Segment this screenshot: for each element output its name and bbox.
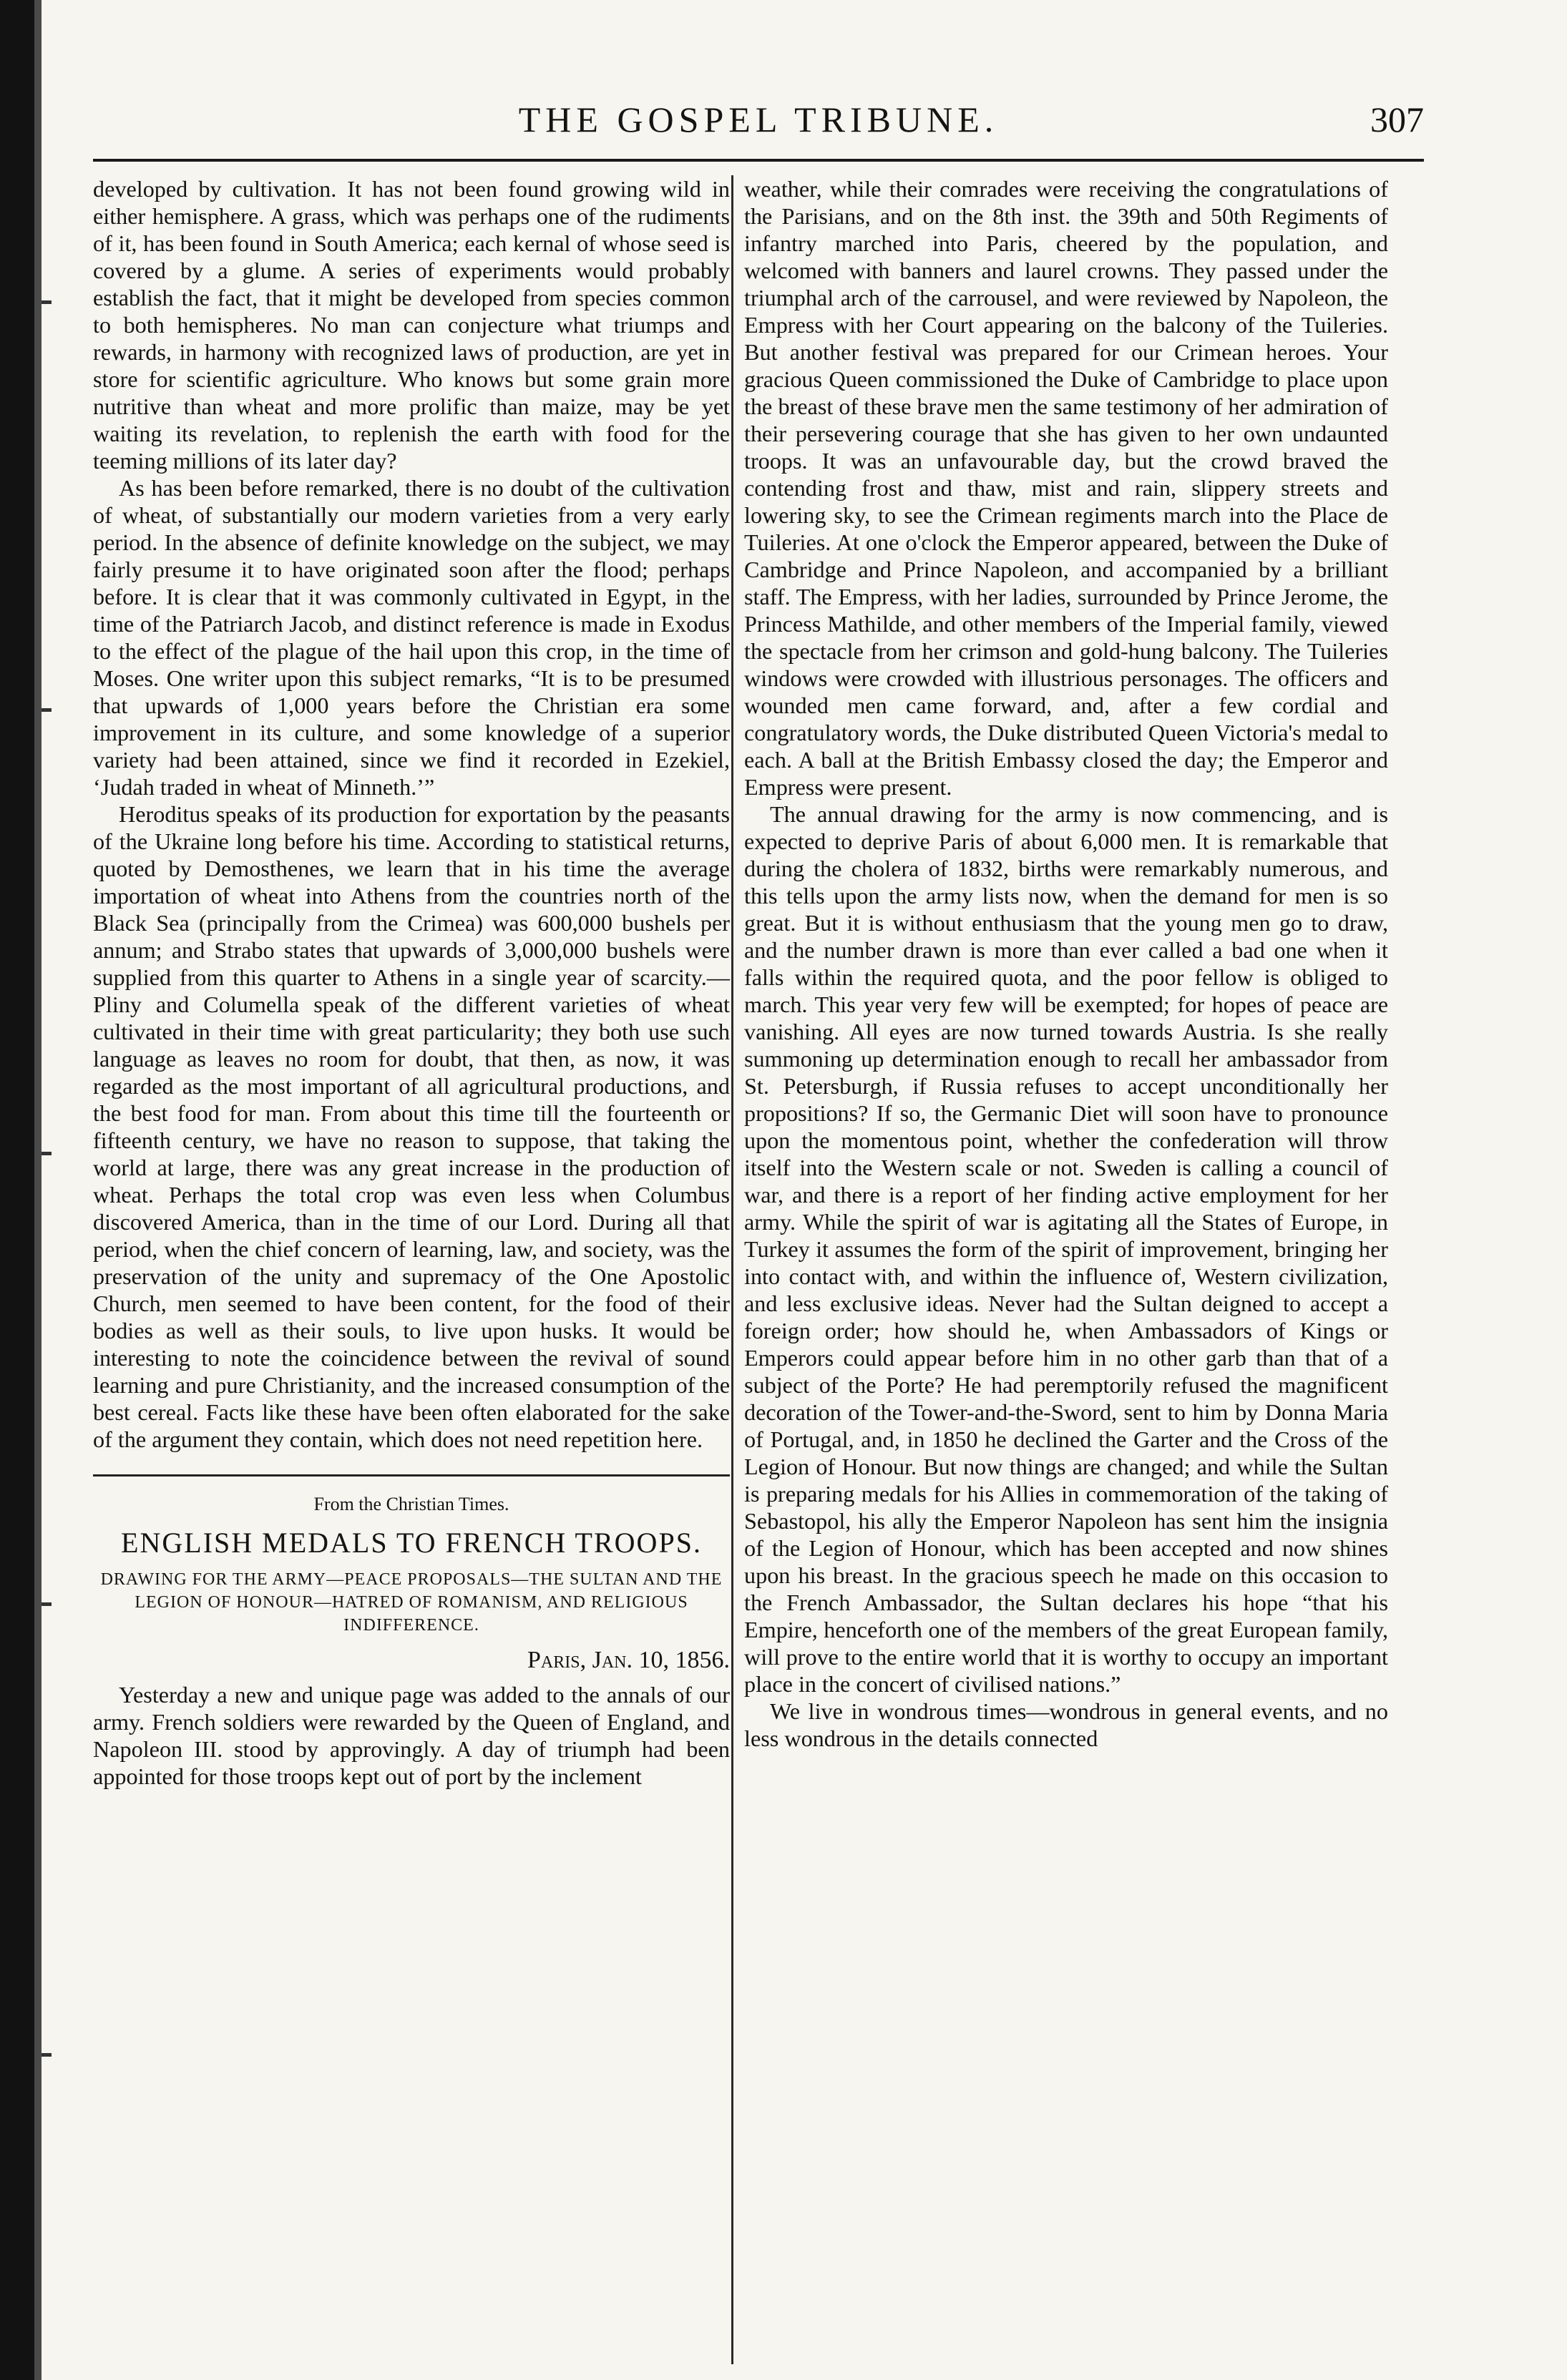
paragraph: We live in wondrous times—wondrous in general events, and no less wondrous in the details connected bbox=[744, 1698, 1388, 1751]
page-number: 307 bbox=[1370, 99, 1424, 139]
paragraph: The annual drawing for the army is now commencing, and is expected to deprive Paris of about 6,000 men. It is remarkable that during the cholera of 1832, births were remarkably numerous, and this tells upon the army lists now, when the demand for men is so great. But it is without enthusiasm that the young men go to draw, and the number drawn is more than ever called a bad one when it falls within the required quota, and the poor fellow is obliged to march. This year very few will be exempted; for hopes of peace are vanishing. All eyes are now turned towards Austria. Is she really summoning up determination enough to recall her ambassador from St. Petersburgh, if Russia refuses to accept unconditionally her propositions? If so, the Germanic Diet will soon have to pronounce upon the momentous point, whether the confederation will throw itself into the Western scale or not. Sweden is calling a council of war, and there is a report of her finding active employment for her army. While the spirit of war is agitating all the States of Europe, in Turkey it assumes the form of the spirit of improvement, bringing her into contact with, and within the influence of, Western civilization, and less exclusive ideas. Never had the Sultan deigned to accept a foreign order; how should he, when Ambassadors of Kings or Emperors could appear before him in no other garb than that of a subject of the Porte? He had peremptorily refused the magnificent decoration of the Tower-and-the-Sword, sent to him by Donna Maria of Portugal, and, in 1850 he declined the Garter and the Cross of the Legion of Honour. But now things are changed; and while the Sultan is preparing medals for his Allies in commemoration of the taking of Sebastopol, his ally the Emperor Napoleon has sent him the insignia of the Legion of Honour, which has been accepted and now shines upon his breast. In the gracious speech he made on this occasion to the French Ambassador, the Sultan declares his hope “that his Empire, henceforth one of the members of the great European family, will prove to the entire world that it is worthy to occupy an important place in the concert of civilised nations.” bbox=[744, 801, 1388, 1697]
article-title: ENGLISH MEDALS TO FRENCH TROOPS. bbox=[121, 1527, 702, 1559]
edge-tick bbox=[42, 300, 52, 304]
paragraph: Yesterday a new and unique page was added to the annals of our army. French soldiers were rewarded by the Queen of England, and Napoleon III. stood by approvingly. A day of triumph had been appointed for those troops kept out of port by the inclement bbox=[93, 1682, 730, 1789]
binding-edge bbox=[0, 0, 34, 2380]
binding-edge-shadow bbox=[34, 0, 42, 2380]
paragraph: developed by cultivation. It has not been found growing wild in either hemisphere. A grass, which was perhaps one of the rudiments of it, has been found in South America; each kernal of whose seed is covered by a glume. A series of experiments would probably establish the fact, that it might be developed from species common to both hemispheres. No man can conjecture what triumps and rewards, in harmony with recognized laws of production, are yet in store for scientific agriculture. Who knows but some grain more nutritive than wheat and more prolific than maize, may be yet waiting its revelation, to replenish the earth with food for the teeming millions of its later day? bbox=[93, 176, 730, 474]
running-title: THE GOSPEL TRIBUNE. bbox=[518, 99, 999, 139]
column-divider bbox=[731, 175, 733, 2364]
edge-tick bbox=[42, 708, 52, 712]
edge-tick bbox=[42, 1602, 52, 1606]
edge-tick bbox=[42, 2053, 52, 2057]
paragraph: As has been before remarked, there is no doubt of the cultivation of wheat, of substantially our modern varieties from a very early period. In the absence of definite knowledge on the subject, we may fairly presume it to have originated soon after the flood; perhaps before. It is clear that it was commonly cultivated in Egypt, in the time of the Patriarch Jacob, and distinct reference is made in Exodus to the effect of the plague of the hail upon this crop, in the time of Moses. One writer upon this subject remarks, “It is to be presumed that upwards of 1,000 years before the Christian era some improvement in its culture, and some knowledge of a superior variety had been attained, since we find it recorded in Ezekiel, ‘Judah traded in wheat of Minneth.’” bbox=[93, 475, 730, 800]
edge-tick bbox=[42, 1152, 52, 1155]
section-divider bbox=[93, 1474, 730, 1477]
paragraph: weather, while their comrades were receiving the congratulations of the Parisians, and on the 8th inst. the 39th and 50th Regiments of infantry marched into Paris, cheered by the population, and welcomed with banners and laurel crowns. They passed under the triumphal arch of the carrousel, and were reviewed by Napoleon, the Empress with her Court appearing on the balcony of the Tuileries. But another festival was prepared for our Crimean heroes. Your gracious Queen commissioned the Duke of Cambridge to place upon the breast of these brave men the same testimony of her admiration of their persevering courage that she has given to her own undaunted troops. It was an unfavourable day, but the crowd braved the contending frost and thaw, mist and rain, slippery streets and lowering sky, to see the Crimean regiments march into the Place de Tuileries. At one o'clock the Emperor appeared, between the Duke of Cambridge and Prince Napoleon, and accompanied by a brilliant staff. The Empress, with her ladies, surrounded by Prince Jerome, the Princess Mathilde, and other members of the Imperial family, viewed the spectacle from her crimson and gold-hung balcony. The Tuileries windows were crowded with illustrious personages. The officers and wounded men came forward, and, after a few cordial and congratulatory words, the Duke distributed Queen Victoria's medal to each. A ball at the British Embassy closed the day; the Emperor and Empress were present. bbox=[744, 176, 1388, 800]
article-subtitle: DRAWING FOR THE ARMY—PEACE PROPOSALS—THE SULTAN AND THE LEGION OF HONOUR—HATRED OF ROMANISM, AND RELIGIOUS INDIFFERENCE. bbox=[100, 1570, 723, 1635]
page-header bbox=[93, 99, 1424, 156]
header-rule bbox=[93, 159, 1424, 162]
dateline: Paris, Jan. 10, 1856. bbox=[527, 1647, 730, 1673]
left-column bbox=[93, 175, 730, 1790]
right-column bbox=[744, 175, 1388, 1752]
article-source: From the Christian Times. bbox=[313, 1494, 509, 1514]
paragraph: Heroditus speaks of its production for exportation by the peasants of the Ukraine long before his time. According to statistical returns, quoted by Demosthenes, we learn that in his time the average importation of wheat into Athens from the countries north of the Black Sea (principally from the Crimea) was 600,000 bushels per annum; and Strabo states that upwards of 3,000,000 bushels were supplied from this quarter to Athens in a single year of scarcity.—Pliny and Columella speak of the different varieties of wheat cultivated in their time with great particularity; they both use such language as leaves no room for doubt, that then, as now, it was regarded as the most important of all agricultural productions, and the best food for man. From about this time till the fourteenth or fifteenth century, we have no reason to suppose, that taking the world at large, there was any great increase in the production of wheat. Perhaps the total crop was even less when Columbus discovered America, than in the time of our Lord. During all that period, when the chief concern of learning, law, and society, was the preservation of the unity and supremacy of the One Apostolic Church, men seemed to have been content, for the food of their bodies as well as their souls, to live upon husks. It would be interesting to note the coincidence between the revival of sound learning and pure Christianity, and the increased consumption of the best cereal. Facts like these have been often elaborated for the sake of the argument they contain, which does not need repetition here. bbox=[93, 801, 730, 1452]
